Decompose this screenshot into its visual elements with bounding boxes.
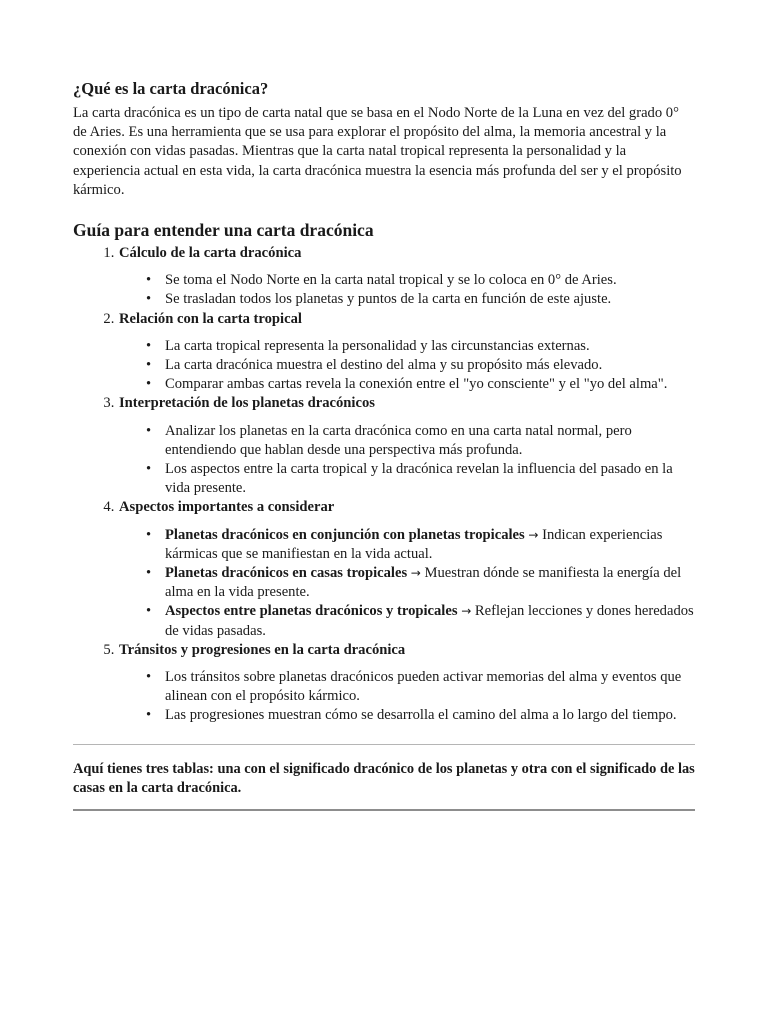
step-bullets <box>119 668 695 726</box>
bullet-text: Se toma el Nodo Norte en la carta natal tropical y se lo coloca en 0° de Aries. <box>165 272 617 289</box>
bullet-text: Los tránsitos sobre planetas dracónicos pueden activar memorias del alma y eventos que alinean con el propósito kármico. <box>165 669 682 705</box>
bullet-item <box>146 337 695 356</box>
step-bullets <box>119 337 695 395</box>
bullet-icon: • <box>146 291 152 308</box>
bullet-text: Muestran dónde se manifiesta la energía del alma en la vida presente. <box>165 565 682 601</box>
intro-paragraph: La carta dracónica es un tipo de carta natal que se basa en el Nodo Norte de la Luna en vez del grado 0° de Aries. Es una herramienta que se usa para explorar el propósito del alma, la memoria ancestral y la conexión con vidas pasadas. Mientras que la carta natal tropical representa la personalidad y la experiencia actual en esta vida, la carta dracónica muestra la esencia más profunda del ser y el propósito kármico. <box>73 105 682 198</box>
section-heading-guide: Guía para entender una carta dracónica <box>73 220 374 241</box>
bullet-text: Las progresiones muestran cómo se desarrolla el camino del alma a lo largo del tiempo. <box>165 707 677 724</box>
step-title: Tránsitos y progresiones en la carta dracónica <box>119 641 406 658</box>
bullet-text: Analizar los planetas en la carta dracónica como en una carta natal normal, pero entendiendo que hablan desde una perspectiva más profunda. <box>165 422 632 458</box>
arrow-right-icon: → <box>461 604 472 619</box>
guide-step <box>118 641 695 726</box>
bullet-icon: • <box>146 603 152 620</box>
bullet-text: Indican experiencias kármicas que se manifiestan en la vida actual. <box>165 526 663 562</box>
bullet-icon: • <box>146 707 152 724</box>
guide-step <box>118 394 695 498</box>
bullet-item <box>146 290 695 309</box>
tables-note: Aquí tienes tres tablas: una con el significado dracónico de los planetas y otra con el significado de las casas en la carta dracónica. <box>73 760 695 797</box>
bullet-item <box>146 422 695 460</box>
bullet-icon: • <box>146 565 152 582</box>
bullet-icon: • <box>146 461 152 478</box>
step-bullets <box>119 422 695 499</box>
bullet-bold-text: Planetas dracónicos en conjunción con planetas tropicales <box>165 526 525 543</box>
bullet-bold-text: Aspectos entre planetas dracónicos y tropicales <box>165 603 458 620</box>
bullet-item <box>146 375 695 394</box>
step-title: Relación con la carta tropical <box>119 310 302 327</box>
step-bullets <box>119 526 695 641</box>
bullet-icon: • <box>146 422 152 439</box>
bullet-item <box>146 356 695 375</box>
section-heading-what-is: ¿Qué es la carta dracónica? <box>73 79 269 98</box>
bullet-text: La carta tropical representa la personalidad y las circunstancias externas. <box>165 337 590 354</box>
bullet-icon: • <box>146 357 152 374</box>
guide-step <box>118 498 695 640</box>
bullet-item <box>146 460 695 498</box>
bullet-text: La carta dracónica muestra el destino del alma y su propósito más elevado. <box>165 357 603 374</box>
guide-steps-list <box>73 244 695 726</box>
bullet-text: Reflejan lecciones y dones heredados de vidas pasadas. <box>165 603 694 639</box>
bullet-item <box>146 564 695 602</box>
guide-step <box>118 244 695 310</box>
step-title: Interpretación de los planetas dracónicos <box>119 395 375 412</box>
bullet-icon: • <box>146 337 152 354</box>
bullet-item <box>146 526 695 564</box>
bullet-icon: • <box>146 376 152 393</box>
bullet-text: Comparar ambas cartas revela la conexión entre el "yo consciente" y el "yo del alma". <box>165 376 668 393</box>
bullet-icon: • <box>146 526 152 543</box>
bullet-item <box>146 271 695 290</box>
step-title: Cálculo de la carta dracónica <box>119 245 302 262</box>
guide-step <box>118 310 695 395</box>
section-divider <box>73 744 695 745</box>
document-page <box>73 78 695 811</box>
bullet-item <box>146 706 695 725</box>
bullet-icon: • <box>146 669 152 686</box>
arrow-right-icon: → <box>410 566 421 581</box>
bullet-item <box>146 668 695 706</box>
bullet-item <box>146 602 695 640</box>
arrow-right-icon: → <box>528 527 539 542</box>
step-title: Aspectos importantes a considerar <box>119 499 335 516</box>
bullet-text: Los aspectos entre la carta tropical y la dracónica revelan la influencia del pasado en la vida presente. <box>165 461 673 497</box>
bullet-bold-text: Planetas dracónicos en casas tropicales <box>165 565 408 582</box>
bullet-text: Se trasladan todos los planetas y puntos de la carta en función de este ajuste. <box>165 291 612 308</box>
step-bullets <box>119 271 695 309</box>
section-divider <box>73 809 695 811</box>
bullet-icon: • <box>146 272 152 289</box>
